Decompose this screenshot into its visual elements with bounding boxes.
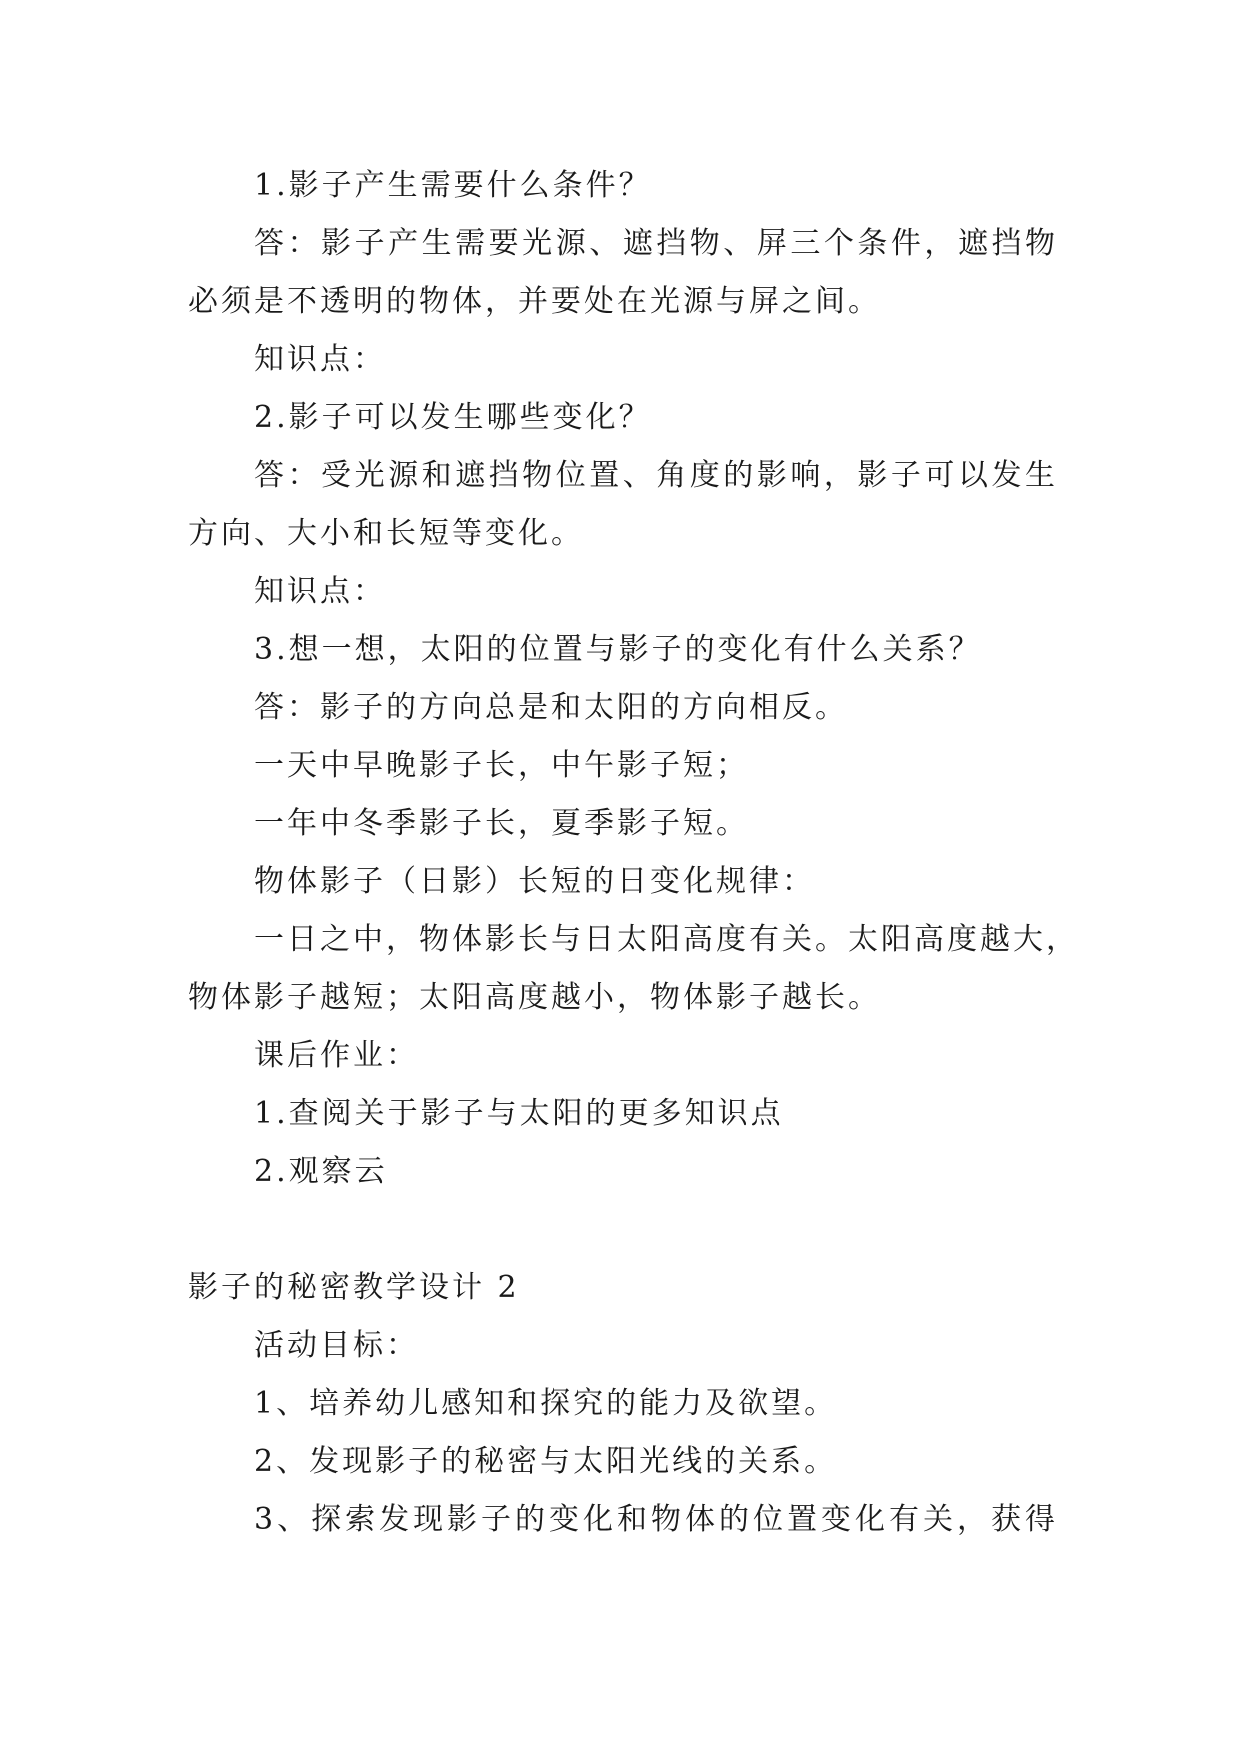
homework-label: 课后作业： [254,1038,419,1073]
yearly-shadow-rule: 一年中冬季影子长，夏季影子短。 [254,806,749,841]
objective-3: 3、探索发现影子的变化和物体的位置变化有关，获得 [254,1502,1058,1537]
answer-1-line-2: 必须是不透明的物体，并要处在光源与屏之间。 [188,284,881,319]
question-2: 2.影子可以发生哪些变化？ [254,400,652,435]
answer-2-line-1: 答：受光源和遮挡物位置、角度的影响，影子可以发生 [254,458,1058,493]
daily-change-line-1: 一日之中，物体影长与日太阳高度有关。太阳高度越大， [254,922,1079,957]
objectives-label: 活动目标： [254,1328,419,1363]
homework-item-1: 1.查阅关于影子与太阳的更多知识点 [254,1096,784,1131]
section-title: 影子的秘密教学设计 2 [188,1270,520,1305]
answer-1-line-1: 答：影子产生需要光源、遮挡物、屏三个条件，遮挡物 [254,226,1058,261]
objective-2: 2、发现影子的秘密与太阳光线的关系。 [254,1444,838,1479]
daily-change-heading: 物体影子（日影）长短的日变化规律： [254,864,815,899]
objective-1: 1、培养幼儿感知和探究的能力及欲望。 [254,1386,838,1421]
homework-item-2: 2.观察云 [254,1154,388,1189]
answer-2-line-2: 方向、大小和长短等变化。 [188,516,584,551]
daily-shadow-rule: 一天中早晚影子长，中午影子短； [254,748,749,783]
knowledge-label-2: 知识点： [254,574,386,609]
answer-3: 答：影子的方向总是和太阳的方向相反。 [254,690,848,725]
question-3: 3.想一想，太阳的位置与影子的变化有什么关系？ [254,632,982,667]
question-1: 1.影子产生需要什么条件？ [254,168,652,203]
knowledge-label-1: 知识点： [254,342,386,377]
daily-change-line-2: 物体影子越短；太阳高度越小，物体影子越长。 [188,980,881,1015]
